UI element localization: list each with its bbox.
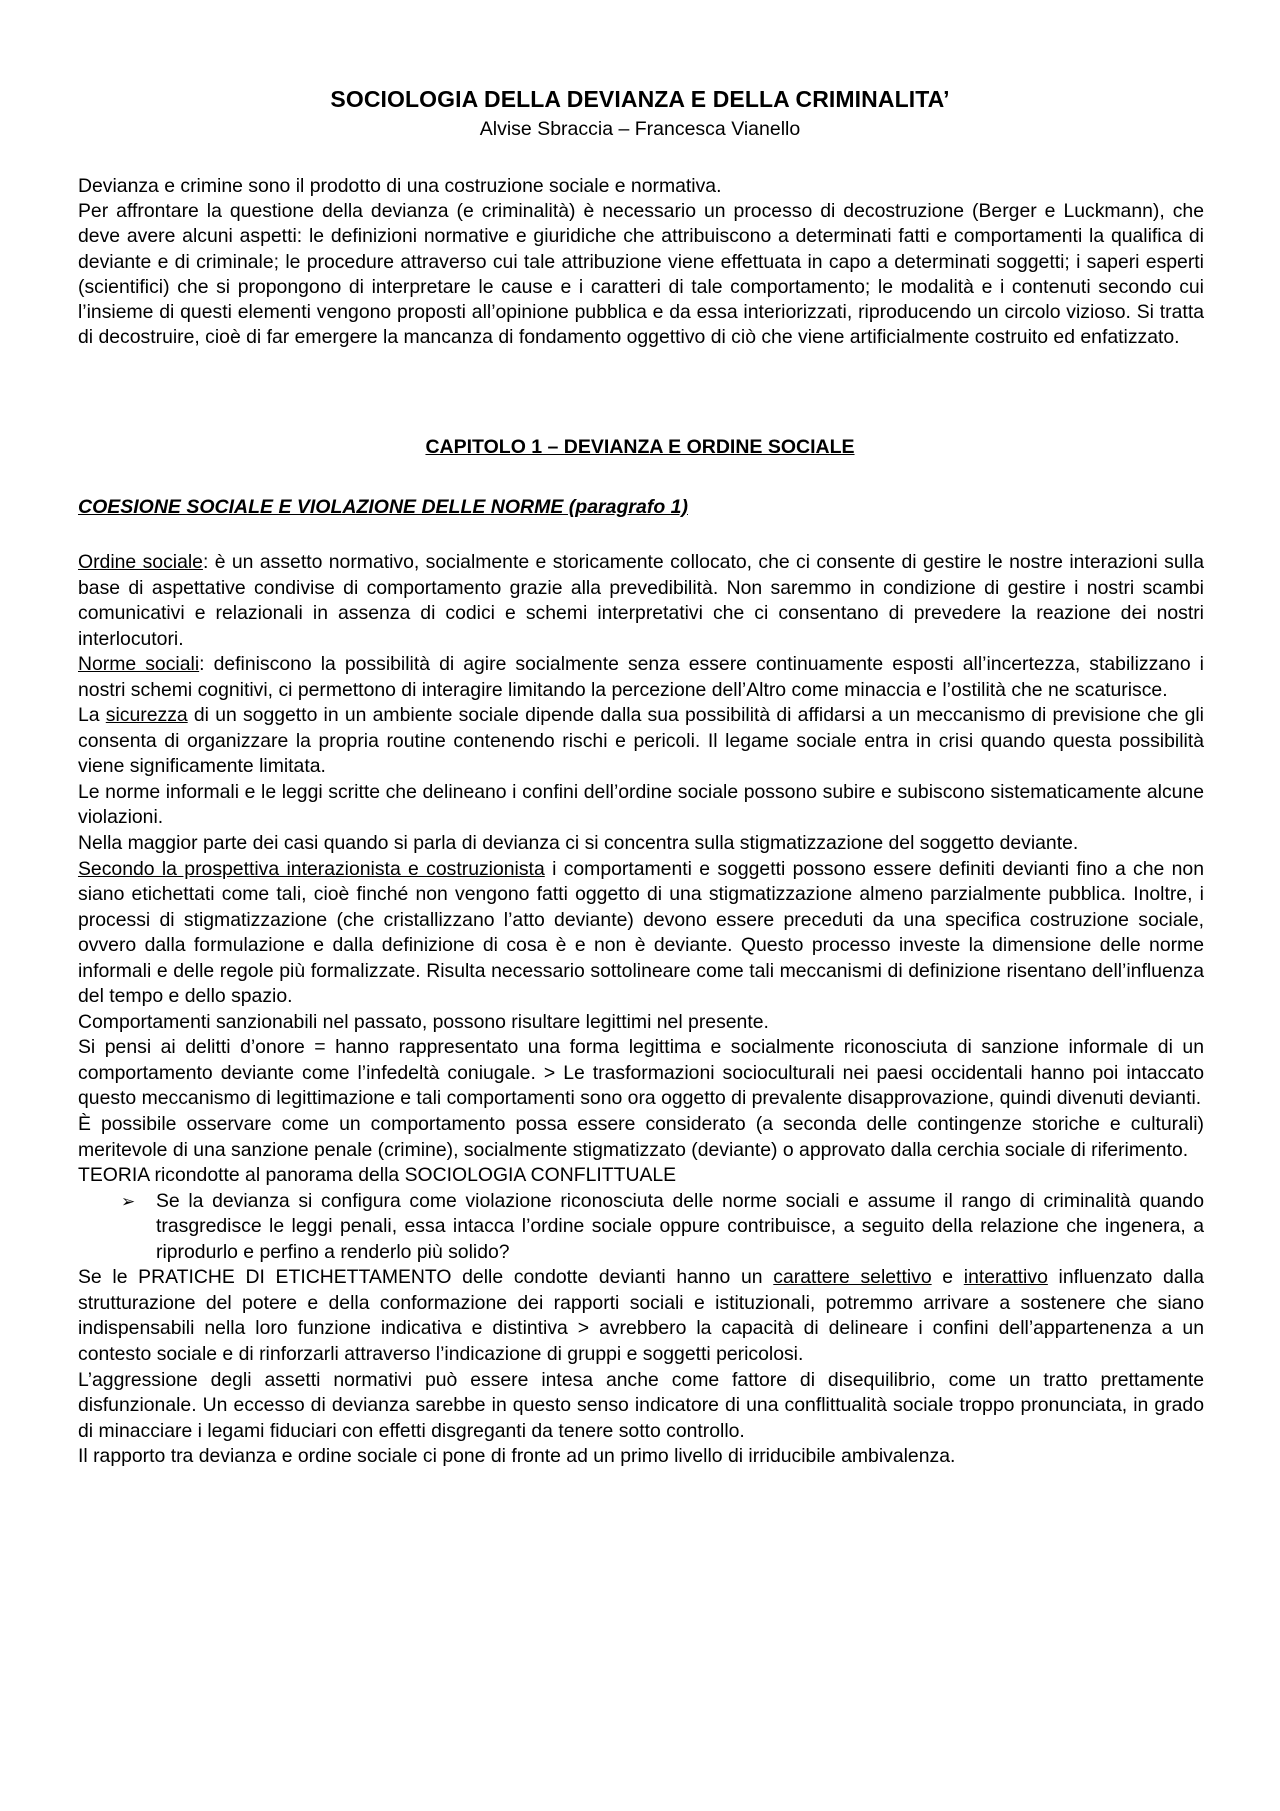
bullet-item xyxy=(78,1189,1204,1266)
term-prospettiva: Secondo la prospettiva interazionista e costruzionista xyxy=(78,857,545,880)
paragraph-prospettiva xyxy=(78,857,1204,1010)
text-sicurezza-pre: La xyxy=(78,704,106,727)
term-carattere-selettivo: carattere selettivo xyxy=(773,1266,932,1289)
document-authors: Alvise Sbraccia – Francesca Vianello xyxy=(479,118,801,140)
document-title: SOCIOLOGIA DELLA DEVIANZA E DELLA CRIMINALITA’ xyxy=(330,86,950,112)
paragraph-teoria: TEORIA ricondotte al panorama della SOCIOLOGIA CONFLITTUALE xyxy=(78,1164,677,1187)
text-sicurezza: di un soggetto in un ambiente sociale dipende dalla sua possibilità di affidarsi a un meccanismo di previsione che gli consenta di organizzare la propria routine contenendo rischi e pericoli. Il legame sociale entra in crisi quando questa possibilità viene significamente limitata. xyxy=(78,704,1204,778)
term-sicurezza: sicurezza xyxy=(105,704,188,727)
paragraph-pratiche xyxy=(78,1265,1204,1367)
arrow-bullet-icon: ➢ xyxy=(121,1191,136,1211)
paragraph-ordine-sociale xyxy=(78,550,1204,652)
term-interattivo: interattivo xyxy=(963,1266,1048,1289)
intro-paragraph-2: Per affrontare la questione della devianza (e criminalità) è necessario un processo di decostruzione (Berger e Luckmann), che deve avere alcuni aspetti: le definizioni normative e giuridiche che attribuiscono a determinati fatti e comportamenti la qualifica di deviante e di criminale; le procedure attraverso cui tale attribuzione viene effettuata in capo a determinati soggetti; i saperi esperti (scientifici) che si propongono di interpretare le cause e i caratteri di tale comportamento; le modalità e i contenuti secondo cui l’insieme di questi elementi vengono proposti all’opinione pubblica e da essa interiorizzati, riproducendo un circolo vizioso. Si tratta di decostruire, cioè di far emergere la mancanza di fondamento oggettivo di ciò che viene artificialmente costruito ed enfatizzato. xyxy=(78,200,1204,349)
term-norme-sociali: Norme sociali xyxy=(78,653,200,676)
text-ordine-sociale: : è un assetto normativo, socialmente e storicamente collocato, che ci consente di gestire le nostre interazioni sulla base di aspettative condivise di comportamento grazie alla prevedibilità. Non saremmo in condizione di gestire i nostri scambi comunicativi e relazionali in assenza di codici e schemi interpretativi che ci consentano di prevedere la reazione dei nostri interlocutori. xyxy=(78,551,1204,650)
paragraph-possibile: È possibile osservare come un comportamento possa essere considerato (a seconda delle contingenze storiche e culturali) meritevole di una sanzione penale (crimine), socialmente stigmatizzato (deviante) o approvato dalla cerchia sociale di riferimento. xyxy=(78,1113,1204,1161)
chapter-heading: CAPITOLO 1 – DEVIANZA E ORDINE SOCIALE xyxy=(425,436,855,458)
text-norme-sociali: : definiscono la possibilità di agire socialmente senza essere continuamente esposti all’incertezza, stabilizzano i nostri schemi cognitivi, ci permettono di interagire limitando la percezione dell’Altro come minaccia e l’ostilità che ne scaturisce. xyxy=(78,653,1204,701)
text-prospettiva: i comportamenti e soggetti possono essere definiti devianti fino a che non siano etichettati come tali, cioè finché non vengono fatti oggetto di una stigmatizzazione almeno parzialmente pubblica. Inoltre, i processi di stigmatizzazione (che cristallizzano l’atto deviante) devono essere preceduti da una specifica costruzione sociale, ovvero dalla formulazione e dalla definizione di cosa è e non è deviante. Questo processo investe la dimensione delle norme informali e delle regole più formalizzate. Risulta necessario sottolineare come tali meccanismi di definizione risentano dell’influenza del tempo e dello spazio. xyxy=(78,857,1205,1008)
term-ordine-sociale: Ordine sociale xyxy=(78,551,203,573)
text-pratiche: influenzato dalla strutturazione del potere e della conformazione dei rapporti sociali e istituzionali, potremmo arrivare a sostenere che siano indispensabili nella loro funzione indicativa e distintiva > avrebbero la capacità di delineare i confini dell’appartenenza a un contesto sociale e di rinforzarli attraverso l’indicazione di gruppi e soggetti pericolosi. xyxy=(78,1266,1204,1365)
text-pratiche-pre: Se le PRATICHE DI ETICHETTAMENTO delle condotte devianti hanno un xyxy=(78,1266,774,1289)
paragraph-norme-sociali xyxy=(78,652,1204,703)
text-pratiche-mid: e xyxy=(931,1266,964,1289)
paragraph-rapporto: Il rapporto tra devianza e ordine sociale ci pone di fronte ad un primo livello di irriducibile ambivalenza. xyxy=(78,1445,956,1468)
intro-block xyxy=(78,174,1204,350)
main-body xyxy=(78,550,1204,1470)
paragraph-comportamenti: Comportamenti sanzionabili nel passato, possono risultare legittimi nel presente. xyxy=(78,1010,769,1033)
paragraph-sicurezza xyxy=(78,703,1204,780)
paragraph-leggi: Le norme informali e le leggi scritte che delineano i confini dell’ordine sociale possono subire e subiscono sistematicamente alcune violazioni. xyxy=(78,780,1204,829)
bullet-text: Se la devianza si configura come violazione riconosciuta delle norme sociali e assume il rango di criminalità quando trasgredisce le leggi penali, essa intacca l’ordine sociale oppure contribuisce, a seguito della relazione che ingenera, a riprodurlo e perfino a renderlo più solido? xyxy=(156,1189,1204,1263)
paragraph-aggressione: L’aggressione degli assetti normativi può essere intesa anche come fattore di disequilibrio, come un tratto prettamente disfunzionale. Un eccesso di devianza sarebbe in questo senso indicatore di una conflittualità sociale troppo pronunciata, in grado di minacciare i legami fiduciari con effetti disgreganti da tenere sotto controllo. xyxy=(78,1368,1204,1442)
paragraph-delitti-onore: Si pensi ai delitti d’onore = hanno rappresentato una forma legittima e socialmente riconosciuta di sanzione informale di un comportamento deviante come l’infedeltà coniugale. > Le trasformazioni socioculturali nei paesi occidentali hanno poi intaccato questo meccanismo di legittimazione e tali comportamenti sono ora oggetto di prevalente disapprovazione, quindi divenuti devianti. xyxy=(78,1036,1204,1110)
paragraph-maggior-parte: Nella maggior parte dei casi quando si parla di devianza ci si concentra sulla stigmatizzazione del soggetto deviante. xyxy=(78,832,1079,855)
section-heading: COESIONE SOCIALE E VIOLAZIONE DELLE NORME (paragrafo 1) xyxy=(78,496,688,518)
intro-paragraph-1: Devianza e crimine sono il prodotto di una costruzione sociale e normativa. xyxy=(78,175,722,197)
